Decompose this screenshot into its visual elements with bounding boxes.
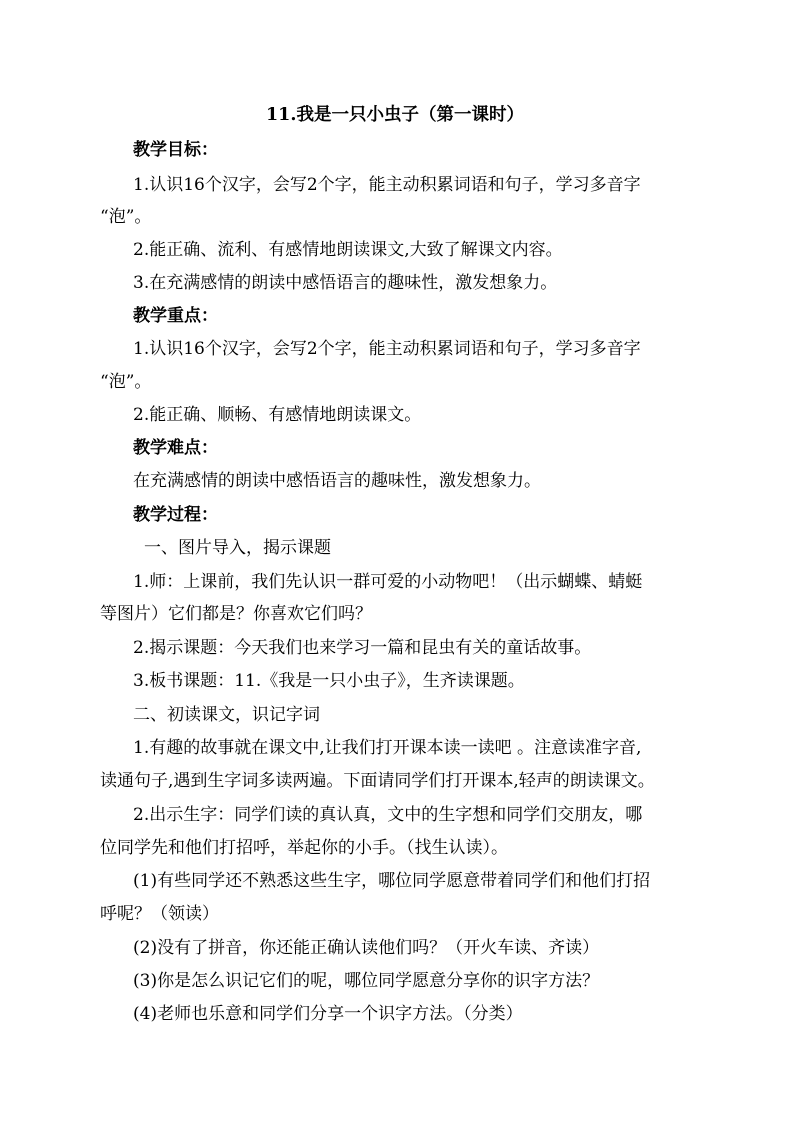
process-line: 2.出示生字：同学们读的真认真，文中的生字想和同学们交朋友，哪: [133, 805, 643, 825]
goal-line-1-cont: “泡”。: [100, 207, 152, 227]
heading-difficulty: 教学难点：: [133, 438, 218, 458]
key-line-1-cont: “泡”。: [100, 372, 152, 392]
process-line: 等图片）它们都是？你喜欢它们吗？: [100, 604, 372, 624]
heading-key-points: 教学重点：: [133, 306, 218, 326]
process-line: 呼呢？（领读）: [100, 904, 219, 924]
key-line-1: 1.认识16个汉字，会写2个字，能主动积累词语和句子，学习多音字: [133, 339, 641, 359]
process-line: (4)老师也乐意和同学们分享一个识字方法。（分类）: [133, 1004, 523, 1024]
process-line: 3.板书课题：11.《我是一只小虫子》，生齐读课题。: [133, 671, 525, 691]
process-line: (3)你是怎么识记它们的呢，哪位同学愿意分享你的识字方法？: [133, 971, 600, 991]
difficulty-text: 在充满感情的朗读中感悟语言的趣味性，激发想象力。: [133, 471, 541, 491]
process-line: 2.揭示课题：今天我们也来学习一篇和昆虫有关的童话故事。: [133, 638, 592, 658]
heading-process: 教学过程：: [133, 505, 218, 525]
process-line: 读通句子,遇到生字词多读两遍。下面请同学们打开课本,轻声的朗读课文。: [100, 771, 655, 791]
process-line: 位同学先和他们打招呼，举起你的小手。（找生认读）。: [100, 838, 508, 858]
process-line: 1.师：上课前，我们先认识一群可爱的小动物吧！（出示蝴蝶、蜻蜓: [133, 572, 643, 592]
goal-line-2: 2.能正确、流利、有感情地朗读课文,大致了解课文内容。: [133, 240, 563, 260]
goal-line-3: 3.在充满感情的朗读中感悟语言的趣味性，激发想象力。: [133, 273, 558, 293]
page-title: 11.我是一只小虫子（第一课时）: [266, 105, 524, 125]
process-section-1: 一、图片导入，揭示课题: [144, 538, 331, 558]
process-line: (2)没有了拼音，你还能正确认读他们吗？（开火车读、齐读）: [133, 938, 600, 958]
key-line-2: 2.能正确、顺畅、有感情地朗读课文。: [133, 405, 422, 425]
goal-line-1: 1.认识16个汉字，会写2个字，能主动积累词语和句子，学习多音字: [133, 175, 641, 195]
process-line: 1.有趣的故事就在课文中,让我们打开课本读一读吧 。注意读准字音,: [133, 738, 642, 758]
process-line: (1)有些同学还不熟悉这些生字，哪位同学愿意带着同学们和他们打招: [133, 871, 651, 891]
process-section-2: 二、初读课文，识记字词: [133, 705, 320, 725]
heading-teaching-goals: 教学目标：: [133, 140, 218, 160]
